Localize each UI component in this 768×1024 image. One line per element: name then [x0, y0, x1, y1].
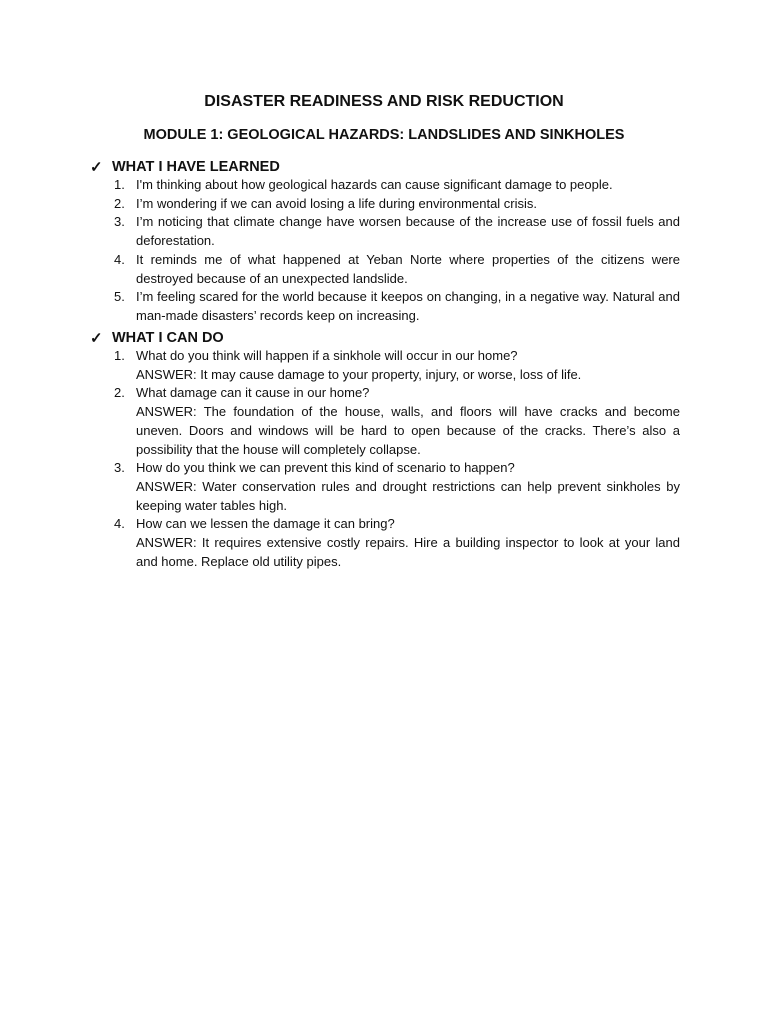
- list-item: 3. I’m noticing that climate change have worsen because of the increase use of fossil fuels and deforestation.: [90, 213, 680, 250]
- list-item-text: I'm thinking about how geological hazards can cause significant damage to people.: [136, 177, 613, 192]
- section-what-i-have-learned: [90, 157, 680, 326]
- section-heading: [90, 328, 680, 347]
- list-item: 1. I'm thinking about how geological hazards can cause significant damage to people.: [90, 176, 680, 195]
- answer-text: ANSWER: It requires extensive costly repairs. Hire a building inspector to look at your land and home. Replace old utility pipes.: [136, 535, 680, 569]
- module-subtitle: MODULE 1: GEOLOGICAL HAZARDS: LANDSLIDES AND SINKHOLES: [143, 127, 625, 143]
- checkmark-icon: ✓: [90, 158, 103, 176]
- list-item: 2. I’m wondering if we can avoid losing a life during environmental crisis.: [90, 195, 680, 214]
- list-item-text: I’m wondering if we can avoid losing a life during environmental crisis.: [136, 195, 538, 211]
- learned-list: [90, 176, 680, 326]
- list-item: 4. How can we lessen the damage it can bring? ANSWER: It requires extensive costly repairs. Hire a building inspector to look at your land and home. Replace old utility pipes.: [90, 515, 680, 571]
- list-item-text: I’m feeling scared for the world because it keepos on changing, in a negative way. Natural and man-made disasters’ records keep on increasing.: [136, 289, 680, 323]
- question-text: How can we lessen the damage it can bring?: [136, 516, 395, 532]
- list-item: 5. I’m feeling scared for the world because it keepos on changing, in a negative way. Natural and man-made disasters’ records keep on increasing.: [90, 288, 680, 325]
- answer-text: ANSWER: It may cause damage to your property, injury, or worse, loss of life.: [136, 366, 582, 382]
- list-item-text: I’m noticing that climate change have worsen because of the increase use of fossil fuels and deforestation.: [136, 214, 680, 249]
- section-what-i-can-do: [90, 328, 680, 571]
- cando-list: [90, 347, 680, 571]
- question-text: What do you think will happen if a sinkhole will occur in our home?: [136, 348, 518, 363]
- answer-text: ANSWER: Water conservation rules and drought restrictions can help prevent sinkholes by keeping water tables high.: [136, 478, 680, 513]
- section-heading-label: WHAT I HAVE LEARNED: [112, 158, 280, 175]
- list-item: 1. What do you think will happen if a sinkhole will occur in our home? ANSWER: It may cause damage to your property, injury, or worse, loss of life.: [90, 347, 680, 384]
- checkmark-icon: ✓: [90, 329, 103, 347]
- document-title: DISASTER READINESS AND RISK REDUCTION: [204, 93, 564, 110]
- answer-text: ANSWER: The foundation of the house, walls, and floors will have cracks and become uneven. Doors and windows will be hard to open because of the cracks. There’s also a possibility that the house will completely collapse.: [136, 404, 680, 457]
- question-text: How do you think we can prevent this kind of scenario to happen?: [136, 460, 515, 476]
- list-item: 3. How do you think we can prevent this kind of scenario to happen? ANSWER: Water conservation rules and drought restrictions can help prevent sinkholes by keeping water tables high.: [90, 459, 680, 515]
- section-heading-label: WHAT I CAN DO: [112, 329, 224, 346]
- list-item-text: It reminds me of what happened at Yeban Norte where properties of the citizens were destroyed because of an unexpected landslide.: [136, 251, 680, 286]
- section-heading: [90, 157, 680, 176]
- list-item: 2. What damage can it cause in our home? ANSWER: The foundation of the house, walls, and floors will have cracks and become uneven. Doors and windows will be hard to open because of the cracks. There’s also a possibility that the house will completely collapse.: [90, 384, 680, 459]
- list-item: 4. It reminds me of what happened at Yeban Norte where properties of the citizens were destroyed because of an unexpected landslide.: [90, 251, 680, 288]
- question-text: What damage can it cause in our home?: [136, 385, 370, 401]
